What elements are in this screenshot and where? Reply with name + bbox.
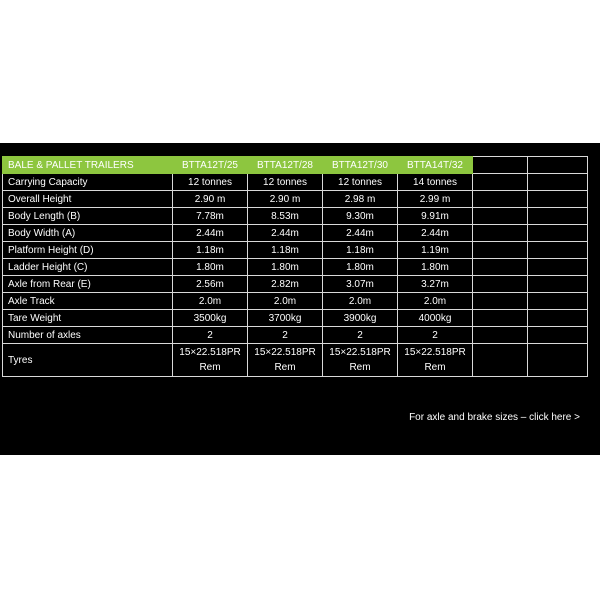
empty-cell <box>528 310 588 327</box>
tyre-type: Rem <box>199 362 221 373</box>
empty-cell <box>528 293 588 310</box>
table-cell: 2.44m <box>248 225 323 242</box>
empty-cell <box>473 293 528 310</box>
empty-cell <box>473 208 528 225</box>
table-cell: 2.0m <box>323 293 398 310</box>
table-row <box>3 276 588 293</box>
table-cell: 2.44m <box>173 225 248 242</box>
row-label: Platform Height (D) <box>3 242 173 259</box>
table-cell: 12 tonnes <box>323 174 398 191</box>
row-label: Body Length (B) <box>3 208 173 225</box>
table-cell: 12 tonnes <box>248 174 323 191</box>
table-cell: 1.80m <box>248 259 323 276</box>
table-cell: 4000kg <box>398 310 473 327</box>
table-cell: 3.07m <box>323 276 398 293</box>
table-cell: 2.82m <box>248 276 323 293</box>
empty-cell <box>473 344 528 377</box>
table-cell: 3900kg <box>323 310 398 327</box>
table-cell: 9.91m <box>398 208 473 225</box>
tyre-type: Rem <box>349 362 371 373</box>
model-header: BTTA12T/28 <box>248 157 323 174</box>
empty-cell <box>528 276 588 293</box>
axle-brake-sizes-link[interactable]: For axle and brake sizes – click here > <box>409 412 580 423</box>
row-label: Ladder Height (C) <box>3 259 173 276</box>
table-title: BALE & PALLET TRAILERS <box>3 157 173 174</box>
table-cell: 12 tonnes <box>173 174 248 191</box>
table-row <box>3 310 588 327</box>
empty-cell <box>473 191 528 208</box>
table-cell: 2.99 m <box>398 191 473 208</box>
empty-cell <box>473 225 528 242</box>
tyre-size: 15×22.518PR <box>404 347 466 358</box>
empty-cell <box>528 344 588 377</box>
spec-panel <box>0 143 600 455</box>
table-cell: 1.18m <box>173 242 248 259</box>
row-label: Axle from Rear (E) <box>3 276 173 293</box>
table-cell: 2.90 m <box>173 191 248 208</box>
row-label: Tare Weight <box>3 310 173 327</box>
tyre-size: 15×22.518PR <box>179 347 241 358</box>
empty-cell <box>528 327 588 344</box>
table-cell: 1.80m <box>173 259 248 276</box>
table-cell: 2.0m <box>248 293 323 310</box>
table-cell: 1.19m <box>398 242 473 259</box>
table-cell: 2.0m <box>398 293 473 310</box>
table-cell: 2 <box>173 327 248 344</box>
table-cell <box>248 344 323 377</box>
empty-cell <box>528 208 588 225</box>
empty-cell <box>528 191 588 208</box>
table-cell: 2 <box>323 327 398 344</box>
spec-table <box>2 156 588 377</box>
table-row <box>3 225 588 242</box>
table-cell: 1.18m <box>323 242 398 259</box>
tyre-type: Rem <box>274 362 296 373</box>
table-cell: 2.98 m <box>323 191 398 208</box>
row-label: Body Width (A) <box>3 225 173 242</box>
empty-cell <box>473 259 528 276</box>
row-label: Carrying Capacity <box>3 174 173 191</box>
table-cell: 2 <box>398 327 473 344</box>
table-row <box>3 174 588 191</box>
row-label: Axle Track <box>3 293 173 310</box>
table-cell: 2.44m <box>323 225 398 242</box>
table-row <box>3 208 588 225</box>
tyre-size: 15×22.518PR <box>254 347 316 358</box>
table-cell: 2.56m <box>173 276 248 293</box>
table-cell: 3500kg <box>173 310 248 327</box>
table-cell: 1.80m <box>323 259 398 276</box>
model-header: BTTA14T/32 <box>398 157 473 174</box>
table-cell: 3.27m <box>398 276 473 293</box>
empty-cell <box>473 276 528 293</box>
empty-cell <box>528 174 588 191</box>
empty-cell <box>528 259 588 276</box>
empty-cell <box>528 225 588 242</box>
empty-cell <box>473 174 528 191</box>
table-cell: 9.30m <box>323 208 398 225</box>
table-cell: 2.0m <box>173 293 248 310</box>
empty-cell <box>473 310 528 327</box>
table-cell: 1.18m <box>248 242 323 259</box>
table-row <box>3 242 588 259</box>
table-row <box>3 191 588 208</box>
header-row <box>3 157 588 174</box>
tyre-size: 15×22.518PR <box>329 347 391 358</box>
table-cell <box>398 344 473 377</box>
model-header: BTTA12T/25 <box>173 157 248 174</box>
table-row <box>3 327 588 344</box>
empty-cell <box>473 242 528 259</box>
table-cell: 2 <box>248 327 323 344</box>
row-label: Tyres <box>3 344 173 377</box>
empty-cell <box>528 157 588 174</box>
table-cell: 14 tonnes <box>398 174 473 191</box>
table-cell: 2.44m <box>398 225 473 242</box>
table-cell: 3700kg <box>248 310 323 327</box>
table-cell <box>323 344 398 377</box>
table-row <box>3 259 588 276</box>
table-cell: 7.78m <box>173 208 248 225</box>
empty-cell <box>528 242 588 259</box>
model-header: BTTA12T/30 <box>323 157 398 174</box>
table-cell: 1.80m <box>398 259 473 276</box>
row-label: Overall Height <box>3 191 173 208</box>
tyre-type: Rem <box>424 362 446 373</box>
empty-cell <box>473 327 528 344</box>
table-cell: 2.90 m <box>248 191 323 208</box>
table-cell <box>173 344 248 377</box>
table-row <box>3 344 588 377</box>
table-row <box>3 293 588 310</box>
row-label: Number of axles <box>3 327 173 344</box>
empty-cell <box>473 157 528 174</box>
table-cell: 8.53m <box>248 208 323 225</box>
